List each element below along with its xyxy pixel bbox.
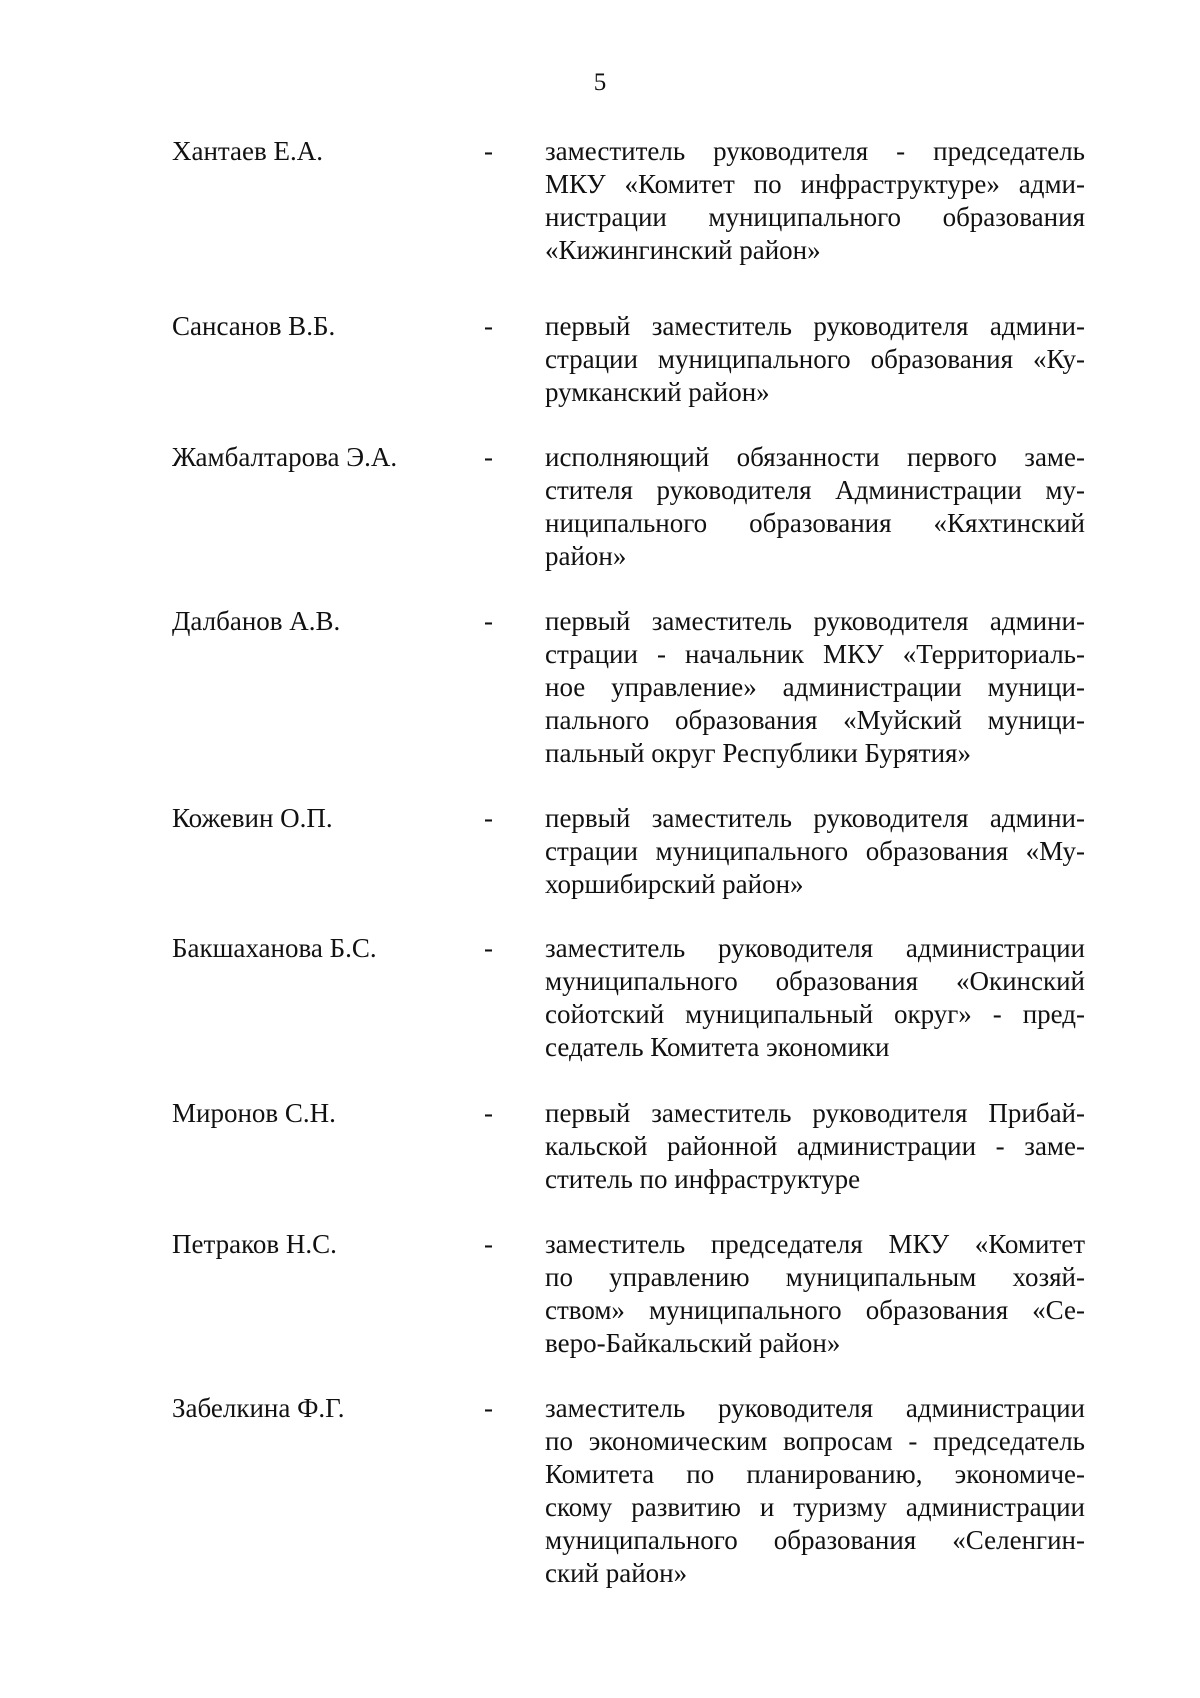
entry-name: Далбанов А.В. xyxy=(172,606,341,636)
entry-dash: - xyxy=(484,1229,493,1259)
description-line: первый заместитель руководителя админи- xyxy=(545,803,1085,833)
entry-description xyxy=(545,441,1085,573)
description-line: исполняющий обязанности первого заме- xyxy=(545,442,1085,472)
description-line: заместитель руководителя администрации xyxy=(545,933,1085,963)
entry-dash: - xyxy=(484,933,493,963)
description-line: ниципального образования «Кяхтинский xyxy=(545,508,1085,538)
entry-description xyxy=(545,1392,1085,1590)
entry-name: Жамбалтарова Э.А. xyxy=(172,442,398,472)
description-line: ститель по инфраструктуре xyxy=(545,1164,861,1194)
description-line: первый заместитель руководителя Прибай- xyxy=(545,1098,1085,1128)
description-line: седатель Комитета экономики xyxy=(545,1032,890,1062)
entry-description xyxy=(545,1097,1085,1196)
description-line: муниципального образования «Селенгин- xyxy=(545,1525,1085,1555)
description-line: заместитель председателя МКУ «Комитет xyxy=(545,1229,1085,1259)
entry-dash: - xyxy=(484,311,493,341)
entry-name: Забелкина Ф.Г. xyxy=(172,1393,345,1423)
description-line: страции - начальник МКУ «Территориаль- xyxy=(545,639,1085,669)
description-line: район» xyxy=(545,541,627,571)
entry-description xyxy=(545,1228,1085,1360)
entry-dash: - xyxy=(484,1393,493,1423)
description-line: первый заместитель руководителя админи- xyxy=(545,606,1085,636)
description-line: кальской районной администрации - заме- xyxy=(545,1131,1085,1161)
description-line: по экономическим вопросам - председатель xyxy=(545,1426,1085,1456)
entry-name: Петраков Н.С. xyxy=(172,1229,337,1259)
entry-name: Миронов С.Н. xyxy=(172,1098,336,1128)
entry-name: Бакшаханова Б.С. xyxy=(172,933,377,963)
description-line: страции муниципального образования «Му- xyxy=(545,836,1085,866)
description-line: ное управление» администрации муници- xyxy=(545,672,1085,702)
entry-dash: - xyxy=(484,803,493,833)
entry-description xyxy=(545,802,1085,901)
entry-name: Хантаев Е.А. xyxy=(172,136,324,166)
page-number: 5 xyxy=(593,69,607,96)
entry-name: Кожевин О.П. xyxy=(172,803,333,833)
description-line: по управлению муниципальным хозяй- xyxy=(545,1262,1085,1292)
entry-description xyxy=(545,605,1085,770)
description-line: румканский район» xyxy=(545,377,770,407)
description-line: пального образования «Муйский муници- xyxy=(545,705,1085,735)
description-line: страции муниципального образования «Ку- xyxy=(545,344,1085,374)
entry-dash: - xyxy=(484,442,493,472)
description-line: Комитета по планированию, экономиче- xyxy=(545,1459,1085,1489)
description-line: муниципального образования «Окинский xyxy=(545,966,1085,996)
description-line: ством» муниципального образования «Се- xyxy=(545,1295,1085,1325)
description-line: заместитель руководителя администрации xyxy=(545,1393,1085,1423)
entry-description xyxy=(545,932,1085,1064)
description-line: скому развитию и туризму администрации xyxy=(545,1492,1085,1522)
description-line: пальный округ Республики Бурятия» xyxy=(545,738,971,768)
entry-name: Сансанов В.Б. xyxy=(172,311,336,341)
entry-dash: - xyxy=(484,606,493,636)
description-line: нистрации муниципального образования xyxy=(545,202,1085,232)
description-line: ский район» xyxy=(545,1558,688,1588)
description-line: стителя руководителя Администрации му- xyxy=(545,475,1085,505)
description-line: веро-Байкальский район» xyxy=(545,1328,841,1358)
entry-description xyxy=(545,310,1085,409)
description-line: «Кижингинский район» xyxy=(545,235,821,265)
description-line: МКУ «Комитет по инфраструктуре» адми- xyxy=(545,169,1085,199)
description-line: первый заместитель руководителя админи- xyxy=(545,311,1085,341)
entry-dash: - xyxy=(484,136,493,166)
description-line: заместитель руководителя - председатель xyxy=(545,136,1085,166)
entry-dash: - xyxy=(484,1098,493,1128)
entry-description xyxy=(545,135,1085,267)
description-line: хоршибирский район» xyxy=(545,869,804,899)
description-line: сойотский муниципальный округ» - пред- xyxy=(545,999,1085,1029)
